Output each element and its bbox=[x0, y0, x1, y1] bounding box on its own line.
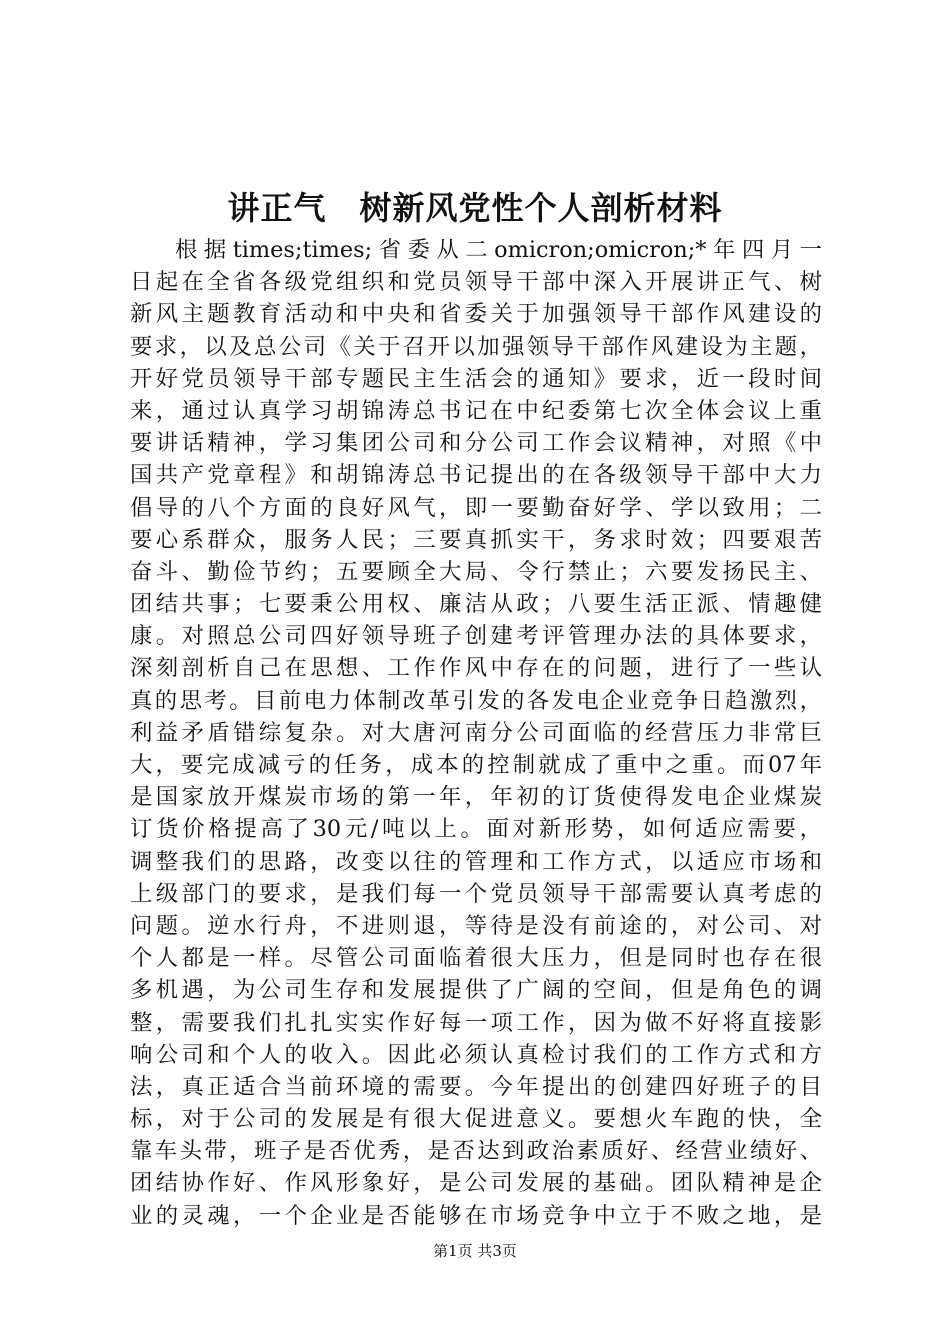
body-line: 上级部门的要求，是我们每一个党员领导干部需要认真考虑的 bbox=[130, 880, 822, 907]
body-line: 奋斗、勤俭节约；五要顾全大局、令行禁止；六要发扬民主、 bbox=[130, 558, 822, 585]
body-line: 问题。逆水行舟，不进则退，等待是没有前途的，对公司、对 bbox=[130, 912, 822, 939]
body-line: 业的灵魂，一个企业是否能够在市场竞争中立于不败之地，是 bbox=[130, 1202, 822, 1229]
document-body bbox=[130, 234, 822, 1232]
body-line: 法，真正适合当前环境的需要。今年提出的创建四好班子的目 bbox=[130, 1073, 822, 1100]
body-line: 真的思考。目前电力体制改革引发的各发电企业竞争日趋激烈， bbox=[130, 687, 822, 714]
body-line: 个人都是一样。尽管公司面临着很大压力，但是同时也存在很 bbox=[130, 945, 822, 972]
body-line: 日起在全省各级党组织和党员领导干部中深入开展讲正气、树 bbox=[130, 269, 822, 296]
body-line: 大，要完成减亏的任务，成本的控制就成了重中之重。而07年 bbox=[130, 752, 822, 778]
body-line: 靠车头带，班子是否优秀，是否达到政治素质好、经营业绩好、 bbox=[130, 1138, 822, 1165]
body-line: 标，对于公司的发展是有很大促进意义。要想火车跑的快，全 bbox=[130, 1106, 822, 1133]
body-line: 倡导的八个方面的良好风气，即一要勤奋好学、学以致用；二 bbox=[130, 494, 822, 521]
body-line: 新风主题教育活动和中央和省委关于加强领导干部作风建设的 bbox=[130, 301, 822, 328]
body-line: 国共产党章程》和胡锦涛总书记提出的在各级领导干部中大力 bbox=[130, 462, 822, 489]
body-line: 康。对照总公司四好领导班子创建考评管理办法的具体要求， bbox=[130, 623, 822, 650]
body-line: 深刻剖析自己在思想、工作作风中存在的问题，进行了一些认 bbox=[130, 655, 822, 682]
body-line: 开好党员领导干部专题民主生活会的通知》要求，近一段时间 bbox=[130, 365, 822, 392]
body-line: 调整我们的思路，改变以往的管理和工作方式，以适应市场和 bbox=[130, 848, 822, 875]
body-line: 响公司和个人的收入。因此必须认真检讨我们的工作方式和方 bbox=[130, 1041, 822, 1068]
body-line: 要求，以及总公司《关于召开以加强领导干部作风建设为主题， bbox=[130, 333, 822, 360]
body-line: 来，通过认真学习胡锦涛总书记在中纪委第七次全体会议上重 bbox=[130, 397, 822, 424]
body-line: 要心系群众，服务人民；三要真抓实干，务求时效；四要艰苦 bbox=[130, 526, 822, 553]
body-line: 是国家放开煤炭市场的第一年，年初的订货使得发电企业煤炭 bbox=[130, 784, 822, 811]
body-line: 整，需要我们扎扎实实作好每一项工作，因为做不好将直接影 bbox=[130, 1009, 822, 1036]
body-line: 要讲话精神，学习集团公司和分公司工作会议精神，对照《中 bbox=[130, 430, 822, 457]
body-line: 团结协作好、作风形象好，是公司发展的基础。团队精神是企 bbox=[130, 1170, 822, 1197]
body-line: 根据times;times;省委从二omicron;omicron;*年四月一 bbox=[175, 237, 822, 263]
body-line: 利益矛盾错综复杂。对大唐河南分公司面临的经营压力非常巨 bbox=[130, 719, 822, 746]
body-line: 多机遇，为公司生存和发展提供了广阔的空间，但是角色的调 bbox=[130, 977, 822, 1004]
body-line: 团结共事；七要秉公用权、廉洁从政；八要生活正派、情趣健 bbox=[130, 591, 822, 618]
document-title: 讲正气 树新风党性个人剖析材料 bbox=[227, 189, 723, 227]
page-number-footer: 第1页 共3页 bbox=[433, 1242, 517, 1260]
body-line: 订货价格提高了30元/吨以上。面对新形势，如何适应需要， bbox=[130, 816, 822, 843]
